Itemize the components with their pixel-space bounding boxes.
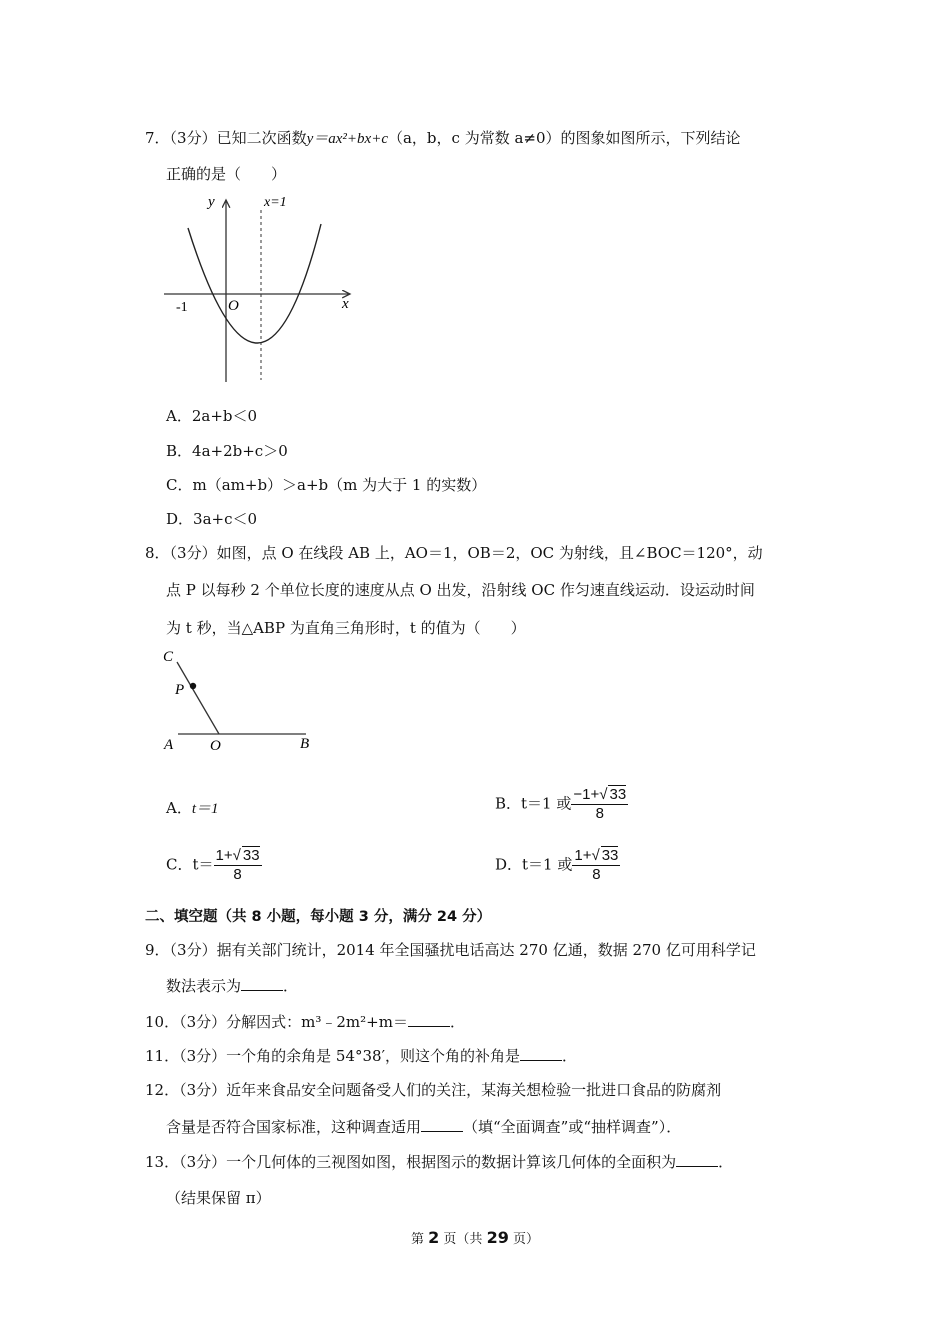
q8-option-a-label: A． xyxy=(166,799,192,817)
q12-line1 xyxy=(145,1080,721,1100)
q8-option-d-fraction: $\frac{1+√ 33}{8}$ xyxy=(574,847,619,883)
q13-number: 13． xyxy=(145,1153,180,1171)
q8-option-b-den: 8 xyxy=(595,805,604,822)
q8-option-c-fraction: $\frac{1+√ 33}{8}$ xyxy=(215,847,260,883)
q12-score: （3分） xyxy=(179,1081,227,1099)
q7-parabola-figure xyxy=(160,190,360,385)
q11-answer-blank[interactable] xyxy=(520,1046,562,1061)
q7-option-b-text: 4a+2b+c＞0 xyxy=(192,442,288,460)
q8-score: （3分） xyxy=(169,544,217,562)
q7-line2: 正确的是（ ） xyxy=(166,165,287,183)
q9-answer-blank[interactable] xyxy=(241,976,283,991)
q7-score: （3分） xyxy=(169,129,217,147)
q11-end: ． xyxy=(562,1047,578,1065)
q8-label-b: B xyxy=(300,736,310,752)
q8-label-p: P xyxy=(175,682,185,698)
q7-stem-a: 已知二次函数 xyxy=(216,129,307,147)
q7-option-b[interactable] xyxy=(166,441,288,461)
q8-label-c: C xyxy=(163,649,174,665)
q8-option-a[interactable] xyxy=(166,798,219,819)
q10-end: ． xyxy=(449,1013,465,1031)
q13-answer-blank[interactable] xyxy=(676,1152,718,1167)
q8-option-d-label: D． xyxy=(495,855,523,874)
section-fill-in-heading: 二、填空题（共 8 小题，每小题 3 分，满分 24 分） xyxy=(145,909,492,925)
q12-line2 xyxy=(166,1117,681,1137)
q8-option-c-radicand: 33 xyxy=(242,847,260,864)
q8-option-b[interactable] xyxy=(495,786,628,823)
footer-pre: 第 xyxy=(410,1232,424,1247)
q8-number: 8． xyxy=(145,544,170,562)
q12-text-1: 近年来食品安全问题备受人们的关注，某海关想检验一批进口食品的防腐剂 xyxy=(226,1081,722,1099)
q7-option-a-label: A． xyxy=(166,407,192,425)
footer-page-number: 2 xyxy=(428,1228,440,1247)
q11-line xyxy=(145,1046,577,1066)
q9-end: ． xyxy=(283,977,299,995)
q12-number: 12． xyxy=(145,1081,180,1099)
q8-option-c-num: 1+ xyxy=(215,847,233,864)
q7-stem-b: （a，b，c 为常数 a≠0）的图象如图所示，下列结论 xyxy=(387,129,741,147)
q13-line2: （结果保留 π） xyxy=(166,1189,271,1207)
q8-option-c-label: C． xyxy=(166,855,193,874)
q10-number: 10． xyxy=(145,1013,180,1031)
q10-line xyxy=(145,1012,465,1032)
q9-text-1: 据有关部门统计，2014 年全国骚扰电话高达 270 亿通，数据 270 亿可用科学记 xyxy=(216,941,756,959)
q13-text-1: 一个几何体的三视图如图，根据图示的数据计算该几何体的全面积为 xyxy=(226,1153,677,1171)
q7-y-label: y xyxy=(208,194,215,210)
q12-text-2: 含量是否符合国家标准，这种调查适用 xyxy=(166,1118,422,1136)
q9-line1 xyxy=(145,940,756,960)
q7-option-b-label: B． xyxy=(166,442,193,460)
q7-x-label: x xyxy=(342,296,349,312)
q7-number: 7． xyxy=(145,129,170,147)
q8-line2: 点 P 以每秒 2 个单位长度的速度从点 O 出发，沿射线 OC 作匀速直线运动．设运动时间 xyxy=(166,581,755,599)
q11-text: 一个角的余角是 54°38′，则这个角的补角是 xyxy=(226,1047,520,1065)
q8-option-d-text: t＝1 或 xyxy=(522,855,573,874)
q8-line3: 为 t 秒，当△ABP 为直角三角形时，t 的值为（ ） xyxy=(166,619,526,637)
footer-mid: 页（共 xyxy=(443,1232,483,1247)
q7-parabola-curve xyxy=(188,224,321,343)
q10-text: 分解因式：m³﹣2m²+m＝ xyxy=(226,1013,408,1031)
q12-end: （填“全面调查”或“抽样调查”）． xyxy=(463,1118,682,1136)
q7-line1 xyxy=(145,128,741,149)
q7-option-c[interactable] xyxy=(166,475,486,495)
footer-total-pages: 29 xyxy=(486,1228,509,1247)
q8-option-c-text: t＝ xyxy=(192,855,214,874)
q8-option-d-den: 8 xyxy=(592,866,601,883)
q8-option-b-fraction: $\frac{-1+√ 33}{8}$ xyxy=(573,786,627,822)
q12-answer-blank[interactable] xyxy=(421,1117,463,1132)
page-footer xyxy=(0,1228,950,1247)
q7-option-d[interactable] xyxy=(166,509,257,529)
q8-option-c-den: 8 xyxy=(233,866,242,883)
q8-label-o: O xyxy=(210,738,221,754)
q7-option-a-text: 2a+b＜0 xyxy=(191,407,258,425)
q7-option-c-text: m（am+b）＞a+b（m 为大于 1 的实数） xyxy=(192,476,487,494)
q8-option-c[interactable] xyxy=(166,847,262,884)
q8-line1 xyxy=(145,543,763,563)
q8-option-b-label: B． xyxy=(495,794,522,813)
q8-label-a: A xyxy=(164,737,174,753)
q10-score: （3分） xyxy=(179,1013,227,1031)
q7-option-a[interactable] xyxy=(166,406,257,426)
q7-origin-label: O xyxy=(228,298,239,314)
q8-ray-figure xyxy=(160,645,330,757)
q7-axis-label: x=1 xyxy=(264,195,287,210)
q11-number: 11． xyxy=(145,1047,180,1065)
q9-line2 xyxy=(166,976,298,996)
q8-point-p xyxy=(190,683,196,689)
q8-option-d-num: 1+ xyxy=(574,847,592,864)
q13-score: （3分） xyxy=(179,1153,227,1171)
q13-end: ． xyxy=(718,1153,734,1171)
q7-option-c-label: C． xyxy=(166,476,193,494)
q9-number: 9． xyxy=(145,941,170,959)
footer-post: 页） xyxy=(512,1232,539,1247)
q11-score: （3分） xyxy=(179,1047,227,1065)
q8-option-b-num: −1+ xyxy=(573,786,600,803)
q8-option-a-text: t＝1 xyxy=(191,801,219,817)
q8-option-b-radicand: 33 xyxy=(609,786,627,803)
q7-equation: y＝ax²+bx+c xyxy=(306,131,388,147)
q7-option-d-text: 3a+c＜0 xyxy=(193,510,258,528)
q8-option-d-radicand: 33 xyxy=(601,847,619,864)
q7-option-d-label: D． xyxy=(166,510,194,528)
q8-option-b-text: t＝1 或 xyxy=(521,794,572,813)
q10-answer-blank[interactable] xyxy=(408,1012,450,1027)
q8-option-d[interactable] xyxy=(495,847,620,884)
q9-score: （3分） xyxy=(169,941,217,959)
q7-neg-one-label: -1 xyxy=(176,300,188,315)
q8-ray-oc xyxy=(177,662,219,734)
q9-text-2: 数法表示为 xyxy=(166,977,242,995)
q8-text-1: 如图，点 O 在线段 AB 上，AO＝1，OB＝2，OC 为射线，且∠BOC＝120°，动 xyxy=(216,544,763,562)
q13-line1 xyxy=(145,1152,733,1172)
